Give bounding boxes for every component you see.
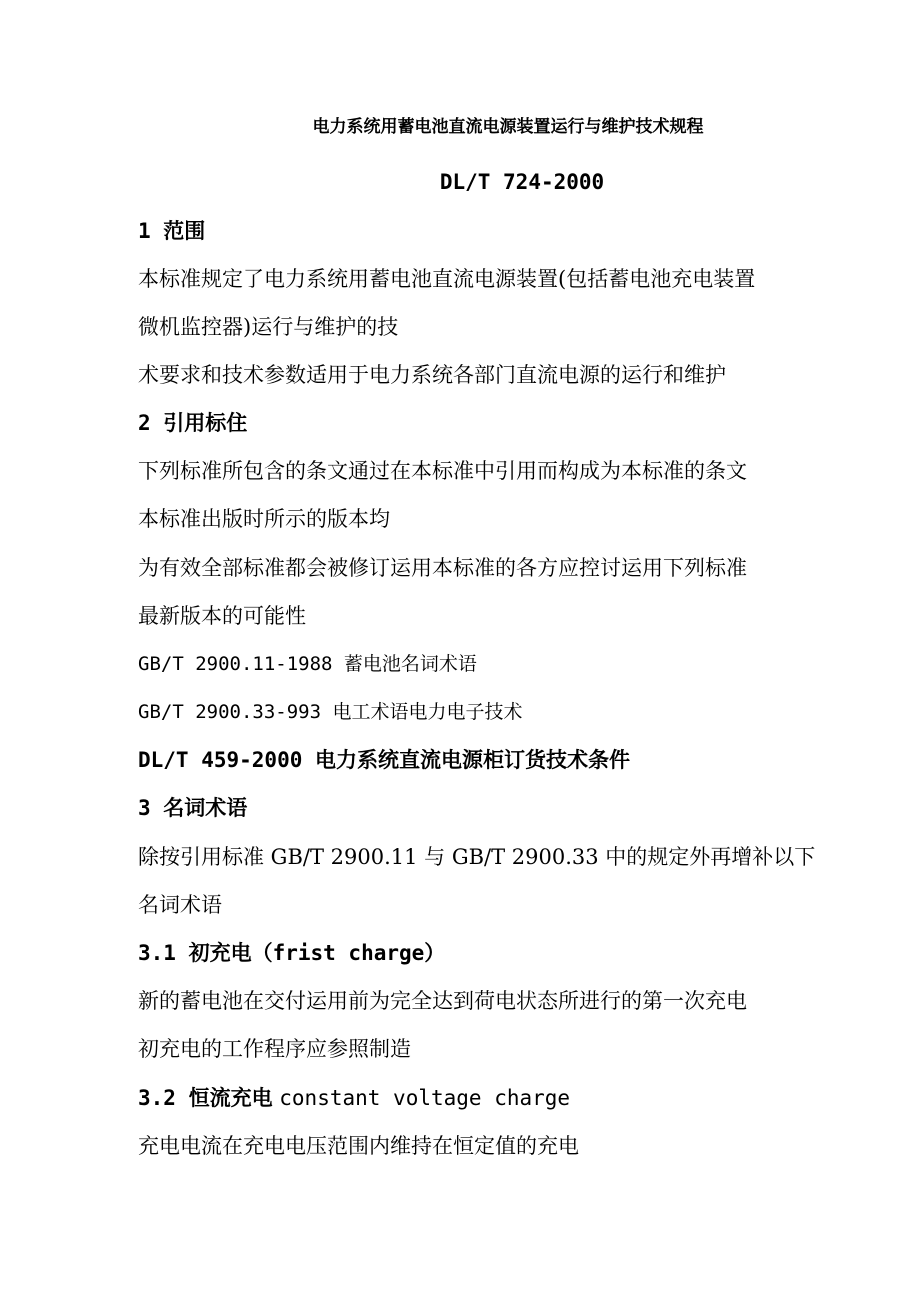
section-3-2-heading-english: constant voltage charge [279, 1086, 571, 1110]
standard-code: DL/T 724-2000 [439, 170, 605, 194]
reference-item: GB/T 2900.33-993 电工术语电力电子技术 [138, 701, 523, 723]
document-title: 电力系统用蓄电池直流电源装置运行与维护技术规程 [312, 117, 704, 137]
section-1-paragraph: 术要求和技术参数适用于电力系统各部门直流电源的运行和维护 [138, 363, 726, 387]
section-3-1-paragraph: 初充电的工作程序应参照制造 [138, 1037, 411, 1061]
section-1-heading: 1 范围 [138, 219, 206, 243]
section-2-paragraph: 本标准出版时所示的版本均 [138, 507, 390, 531]
section-3-paragraph: 名词术语 [138, 893, 222, 917]
section-2-paragraph: 下列标准所包含的条文通过在本标准中引用而构成为本标准的条文 [138, 459, 747, 483]
section-1-paragraph: 微机监控器)运行与维护的技 [138, 315, 399, 339]
section-3-heading: 3 名词术语 [138, 796, 248, 820]
reference-item: DL/T 459-2000 电力系统直流电源柜订货技术条件 [138, 748, 631, 772]
section-2-paragraph: 最新版本的可能性 [138, 604, 306, 628]
section-3-1-heading: 3.1 初充电（frist charge） [138, 941, 446, 965]
section-3-2-paragraph: 充电电流在充电电压范围内维持在恒定值的充电 [138, 1134, 579, 1158]
section-3-paragraph: 除按引用标准 GB/T 2900.11 与 GB/T 2900.33 中的规定外再增补以下 [138, 845, 816, 869]
section-3-2-heading-number: 3.2 恒流充电 [138, 1086, 273, 1110]
section-1-paragraph: 本标准规定了电力系统用蓄电池直流电源装置(包括蓄电池充电装置 [138, 267, 756, 291]
section-2-paragraph: 为有效全部标准都会被修订运用本标准的各方应控讨运用下列标准 [138, 556, 747, 580]
section-3-1-paragraph: 新的蓄电池在交付运用前为完全达到荷电状态所进行的第一次充电 [138, 989, 747, 1013]
section-3-2-heading [138, 1083, 798, 1113]
section-2-heading: 2 引用标住 [138, 411, 248, 435]
reference-item: GB/T 2900.11-1988 蓄电池名词术语 [138, 653, 477, 675]
